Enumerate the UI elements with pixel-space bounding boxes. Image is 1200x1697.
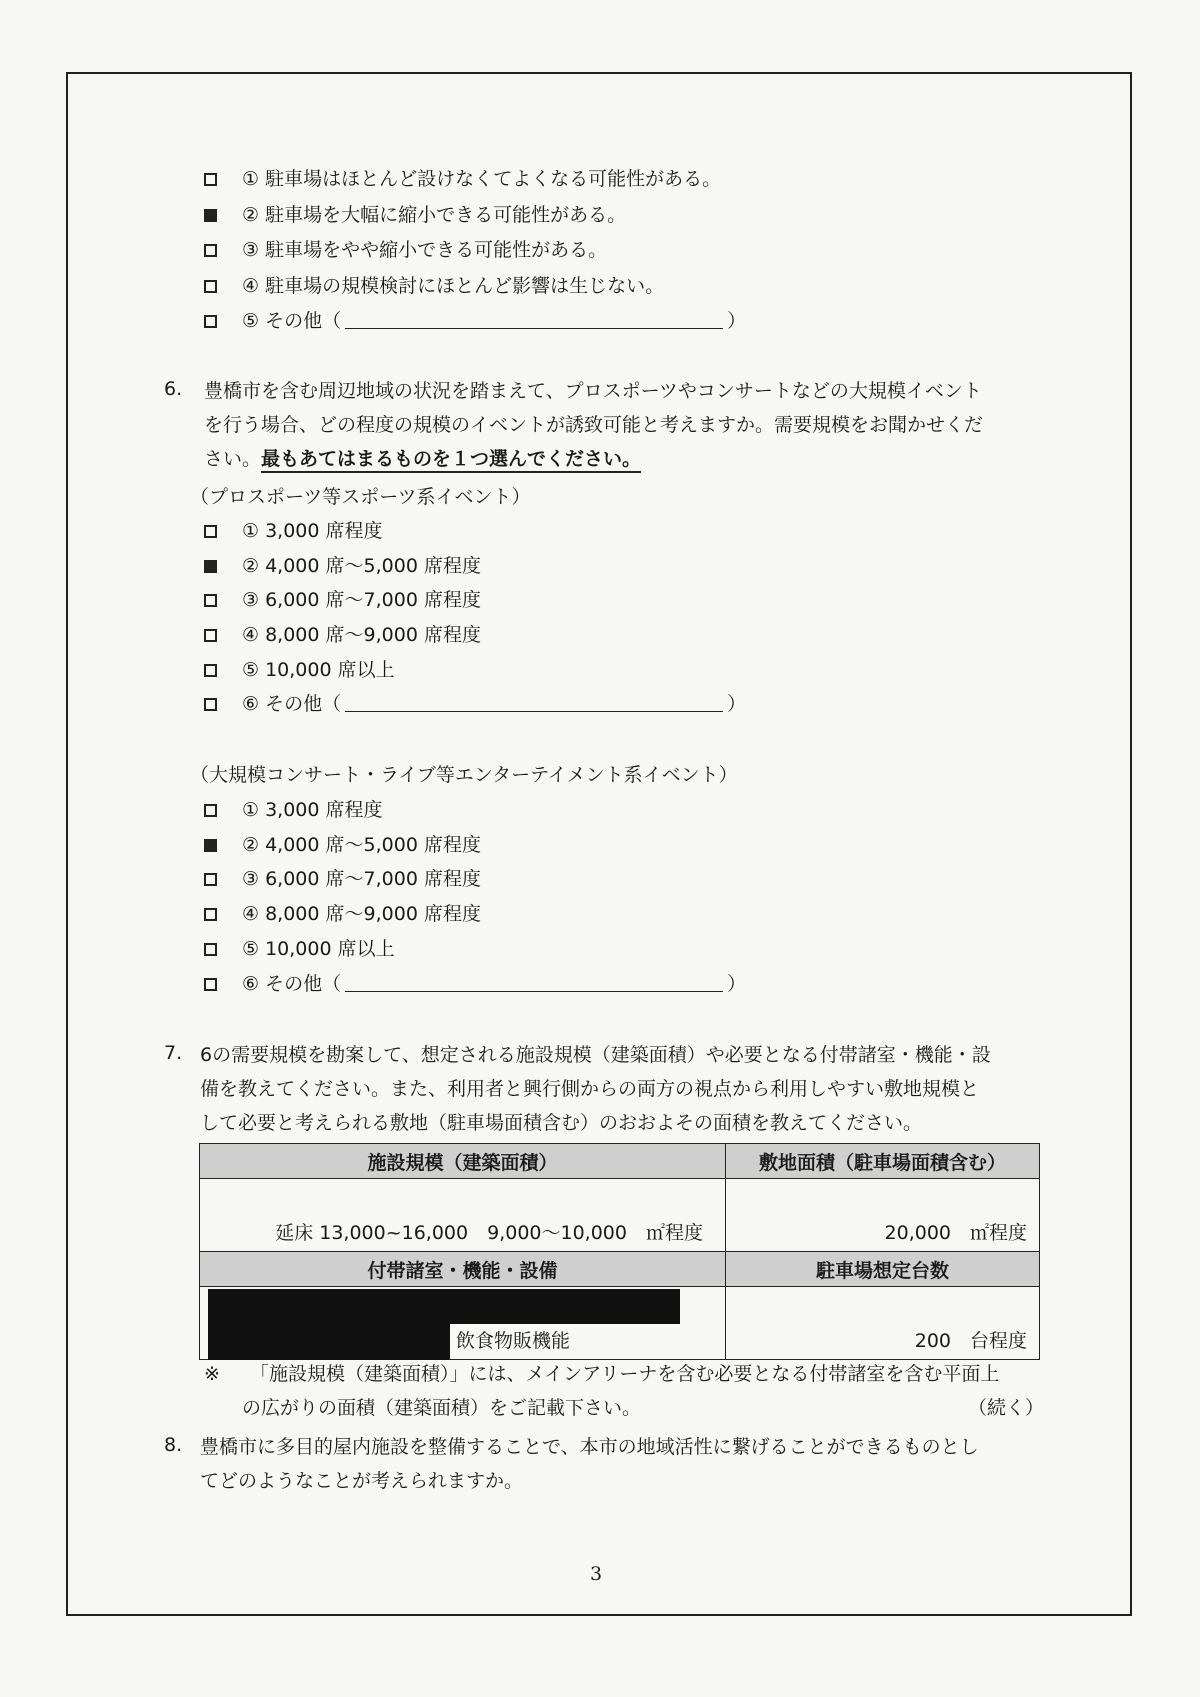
table-header: 施設規模（建築面積） [200, 1144, 726, 1179]
other-input-line[interactable] [345, 973, 723, 992]
checkbox[interactable] [204, 629, 217, 642]
note-mark: ※ [204, 1363, 220, 1385]
site-area-value: 20,000 ㎡程度 [884, 1222, 1027, 1244]
checkbox[interactable] [204, 315, 217, 328]
page-number: 3 [590, 1563, 603, 1585]
question-number: 8. [164, 1434, 183, 1456]
continued-label: （続く） [968, 1397, 1045, 1419]
note-text: 「施設規模（建築面積）」には、メインアリーナを含む必要となる付帯諸室を含む平面上 [250, 1363, 1000, 1385]
redaction-block [208, 1289, 680, 1324]
facility-table [199, 1143, 1040, 1360]
checkbox-checked[interactable] [204, 839, 217, 852]
checkbox-checked[interactable] [204, 209, 217, 222]
checkbox[interactable] [204, 664, 217, 677]
checkbox[interactable] [204, 908, 217, 921]
site-area-cell[interactable] [726, 1179, 1040, 1252]
checkbox[interactable] [204, 280, 217, 293]
checkbox[interactable] [204, 244, 217, 257]
question-number: 6. [164, 378, 183, 400]
checkbox-checked[interactable] [204, 560, 217, 573]
question-text: 豊橋市を含む周辺地域の状況を踏まえて、プロスポーツやコンサートなどの大規模イベント を行う場合、どの程度の規模のイベントが誘致可能と考えますか。需要規模をお聞かせくだ さい。最もあてはまるものを１つ選んでください。 [204, 374, 983, 476]
amenities-cell[interactable] [200, 1287, 726, 1360]
section-heading: （プロスポーツ等スポーツ系イベント） [190, 486, 531, 508]
checkbox[interactable] [204, 873, 217, 886]
checkbox[interactable] [204, 525, 217, 538]
question-number: 7. [164, 1042, 183, 1064]
table-header: 敷地面積（駐車場面積含む） [726, 1144, 1040, 1179]
other-input-line[interactable] [345, 693, 723, 712]
parking-value: 200 台程度 [914, 1330, 1027, 1352]
facility-size-value: 延床 13,000~16,000 9,000〜10,000 ㎡程度 [275, 1222, 703, 1244]
question-text: 豊橋市に多目的屋内施設を整備することで、本市の地域活性に繋げることができるものとし てどのようなことが考えられますか。 [200, 1436, 979, 1492]
checkbox[interactable] [204, 943, 217, 956]
checkbox[interactable] [204, 698, 217, 711]
question-text: 6の需要規模を勘案して、想定される施設規模（建築面積）や必要となる付帯諸室・機能・設 備を教えてください。また、利用者と興行側からの両方の視点から利用しやすい敷地規模と して必要と考えられる敷地（駐車場面積含む）のおおよその面積を教えてください。 [200, 1044, 991, 1134]
note-text: の広がりの面積（建築面積）をご記載下さい。 [242, 1397, 642, 1419]
other-input-line[interactable] [345, 310, 723, 329]
checkbox[interactable] [204, 173, 217, 186]
amenities-value: 飲食物販機能 [456, 1330, 571, 1352]
checkbox[interactable] [204, 978, 217, 991]
instruction-emphasis: 最もあてはまるものを１つ選んでください。 [261, 448, 641, 473]
facility-size-cell[interactable] [200, 1179, 726, 1252]
section-heading: （大規模コンサート・ライブ等エンターテイメント系イベント） [190, 764, 738, 786]
table-header: 駐車場想定台数 [726, 1252, 1040, 1287]
table-header: 付帯諸室・機能・設備 [200, 1252, 726, 1287]
parking-cell[interactable] [726, 1287, 1040, 1360]
checkbox[interactable] [204, 804, 217, 817]
checkbox[interactable] [204, 594, 217, 607]
redaction-block [208, 1324, 450, 1360]
